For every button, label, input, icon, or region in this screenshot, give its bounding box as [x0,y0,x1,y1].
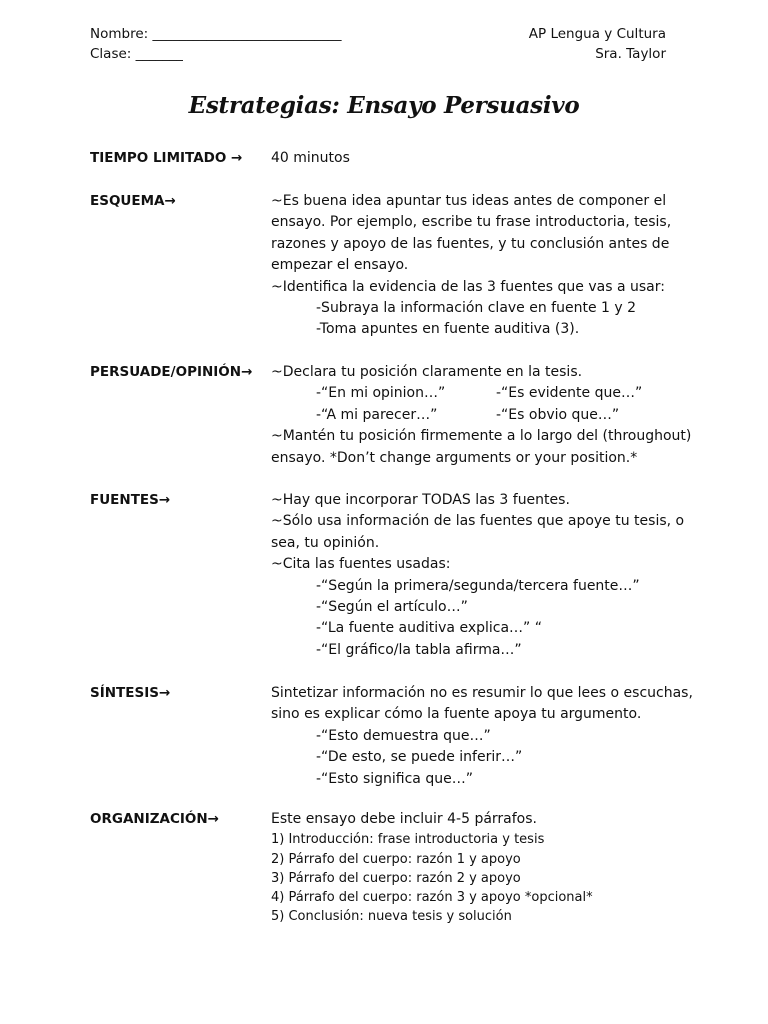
phrase-example: -“Es evidente que…” [496,385,643,402]
section-body-esquema [271,191,691,341]
fuentes-line: ~Cita las fuentes usadas: [271,556,451,573]
section-body-fuentes [271,490,691,661]
esquema-subitem: -Toma apuntes en fuente auditiva (3). [316,321,580,338]
section-body-tiempo [271,148,691,169]
fuentes-subitem: -“La fuente auditiva explica…” “ [316,620,543,637]
persuade-line: ensayo. *Don’t change arguments or your position.* [271,449,638,466]
phrase-example: -“En mi opinion…” [316,385,446,402]
phrase-example: -“A mi parecer…” [316,406,438,423]
fuentes-line: ~Sólo usa información de las fuentes que apoye tu tesis, o [271,513,685,530]
paragraph-list-item: 4) Párrafo del cuerpo: razón 3 y apoyo *opcional* [271,890,593,906]
class-field-label: Clase: _______ [90,46,183,62]
header-left [90,24,341,64]
fuentes-subitem: -“Según el artículo…” [316,599,468,616]
persuade-line: ~Declara tu posición claramente en la tesis. [271,364,583,380]
esquema-line: ~Es buena idea apuntar tus ideas antes de componer el [271,193,667,209]
section-label-organizacion: ORGANIZACIÓN→ [90,811,219,827]
page-title: Estrategias: Ensayo Persuasivo [188,92,580,119]
paragraph-list-item: 3) Párrafo del cuerpo: razón 2 y apoyo [271,870,521,886]
header-right [529,24,666,64]
sintesis-subitem: -“Esto demuestra que…” [316,727,491,744]
sintesis-subitem: -“De esto, se puede inferir…” [316,749,523,766]
tiempo-text: 40 minutos [271,150,350,166]
fuentes-line: sea, tu opinión. [271,534,380,551]
section-label-fuentes: FUENTES→ [90,492,171,508]
persuade-line: ~Mantén tu posición firmemente a lo largo del (throughout) [271,428,692,445]
section-body-organizacion [271,809,691,926]
phrase-pair [271,383,691,404]
paragraph-list-item: 2) Párrafo del cuerpo: razón 1 y apoyo [271,851,521,867]
section-body-sintesis [271,683,691,790]
organizacion-intro: Este ensayo debe incluir 4-5 párrafos. [271,811,537,827]
name-field-label: Nombre: ____________________________ [90,26,342,42]
teacher-name: Sra. Taylor [595,46,666,62]
section-body-persuade [271,362,691,469]
esquema-line: ~Identifica la evidencia de las 3 fuentes que vas a usar: [271,278,665,295]
paragraph-list-item: 5) Conclusión: nueva tesis y solución [271,909,512,925]
esquema-subitem: -Subraya la información clave en fuente 1 y 2 [316,300,637,317]
section-label-sintesis: SÍNTESIS→ [90,685,171,701]
sintesis-line: Sintetizar información no es resumir lo que lees o escuchas, [271,685,693,701]
esquema-line: empezar el ensayo. [271,257,409,274]
paragraph-list-item: 1) Introducción: frase introductoria y tesis [271,832,545,848]
phrase-example: -“Es obvio que…” [496,406,620,423]
fuentes-subitem: -“El gráfico/la tabla afirma…” [316,641,522,658]
section-label-esquema: ESQUEMA→ [90,193,176,209]
esquema-line: ensayo. Por ejemplo, escribe tu frase introductoria, tesis, [271,214,672,231]
section-label-persuade: PERSUADE/OPINIÓN→ [90,364,253,380]
sintesis-line: sino es explicar cómo la fuente apoya tu argumento. [271,706,642,723]
section-label-tiempo: TIEMPO LIMITADO → [90,150,243,166]
course-name: AP Lengua y Cultura [528,26,666,42]
fuentes-line: ~Hay que incorporar TODAS las 3 fuentes. [271,492,570,508]
esquema-line: razones y apoyo de las fuentes, y tu conclusión antes de [271,235,670,252]
sintesis-subitem: -“Esto significa que…” [316,770,473,787]
fuentes-subitem: -“Según la primera/segunda/tercera fuente…” [316,577,640,594]
phrase-pair [271,405,691,426]
